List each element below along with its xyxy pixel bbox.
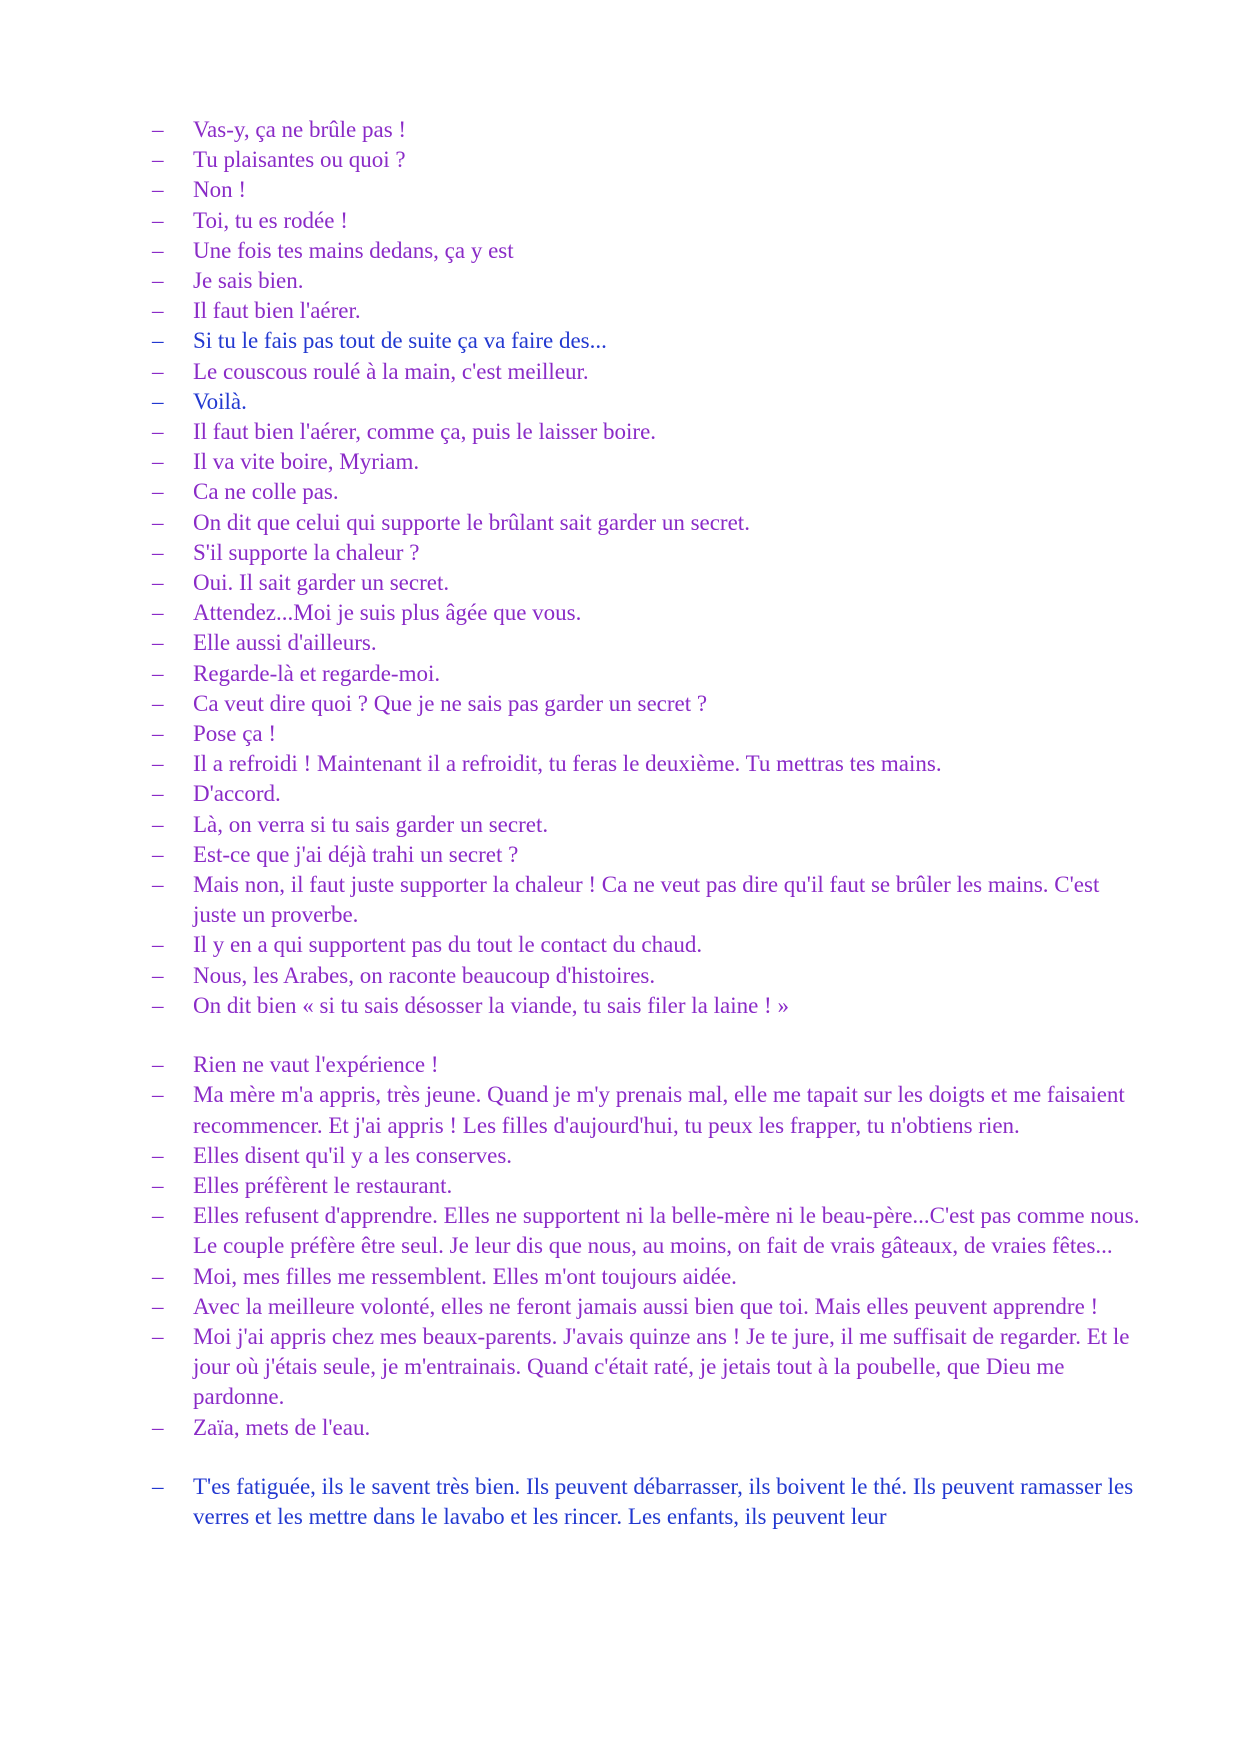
- dash-marker: –: [152, 237, 164, 263]
- dialogue-text: Il faut bien l'aérer, comme ça, puis le laisser boire.: [193, 419, 657, 445]
- dialogue-line: [152, 689, 1152, 719]
- dialogue-text: Elles disent qu'il y a les conserves.: [193, 1142, 513, 1168]
- dialogue-text: Nous, les Arabes, on raconte beaucoup d'histoires.: [193, 962, 656, 988]
- dialogue-transcript: [152, 115, 1152, 1532]
- dash-marker: –: [152, 1473, 164, 1499]
- dialogue-text: Ca veut dire quoi ? Que je ne sais pas garder un secret ?: [193, 690, 708, 716]
- dash-marker: –: [152, 721, 164, 747]
- dash-marker: –: [152, 992, 164, 1018]
- dialogue-line: [152, 659, 1152, 689]
- dialogue-text: Regarde-là et regarde-moi.: [193, 660, 441, 686]
- dash-marker: –: [152, 509, 164, 535]
- dash-marker: –: [152, 268, 164, 294]
- dash-marker: –: [152, 207, 164, 233]
- dialogue-line: [152, 447, 1152, 477]
- dash-marker: –: [152, 690, 164, 716]
- dialogue-line: [152, 779, 1152, 809]
- dash-marker: –: [152, 419, 164, 445]
- dialogue-group: [152, 115, 1152, 1021]
- dialogue-line: [152, 115, 1152, 145]
- dash-marker: –: [152, 811, 164, 837]
- dialogue-line: [152, 477, 1152, 507]
- dialogue-text: Ma mère m'a appris, très jeune. Quand je m'y prenais mal, elle me tapait sur les doigts et me faisaient recommencer. Et j'ai appris ! Les filles d'aujourd'hui, tu peux les frapper, tu n'obtiens rien.: [193, 1082, 1125, 1138]
- dialogue-text: Mais non, il faut juste supporter la chaleur ! Ca ne veut pas dire qu'il faut se brûler les mains. C'est juste un proverbe.: [193, 872, 1100, 928]
- dialogue-text: Elles préfèrent le restaurant.: [193, 1172, 453, 1198]
- dash-marker: –: [152, 570, 164, 596]
- dialogue-line: [152, 417, 1152, 447]
- dash-marker: –: [152, 1172, 164, 1198]
- dialogue-text: On dit bien « si tu sais désosser la viande, tu sais filer la laine ! »: [193, 992, 789, 1018]
- dialogue-line: [152, 1080, 1152, 1140]
- dash-marker: –: [152, 1263, 164, 1289]
- dash-marker: –: [152, 841, 164, 867]
- dash-marker: –: [152, 1203, 164, 1229]
- dialogue-text: Il faut bien l'aérer.: [193, 298, 361, 324]
- dash-marker: –: [152, 600, 164, 626]
- dialogue-text: Avec la meilleure volonté, elles ne feront jamais aussi bien que toi. Mais elles peuvent apprendre !: [193, 1293, 1099, 1319]
- dialogue-line: [152, 175, 1152, 205]
- dialogue-text: Ca ne colle pas.: [193, 479, 339, 505]
- dialogue-line: [152, 538, 1152, 568]
- dialogue-line: [152, 206, 1152, 236]
- dash-marker: –: [152, 1052, 164, 1078]
- dialogue-group: [152, 1472, 1152, 1532]
- dash-marker: –: [152, 449, 164, 475]
- dialogue-line: [152, 628, 1152, 658]
- dialogue-line: [152, 930, 1152, 960]
- dash-marker: –: [152, 358, 164, 384]
- dialogue-line: [152, 1201, 1152, 1261]
- dialogue-text: Toi, tu es rodée !: [193, 207, 348, 233]
- dash-marker: –: [152, 751, 164, 777]
- dash-marker: –: [152, 539, 164, 565]
- dialogue-line: [152, 1262, 1152, 1292]
- dialogue-text: Elle aussi d'ailleurs.: [193, 630, 377, 656]
- dash-marker: –: [152, 117, 164, 142]
- dialogue-text: D'accord.: [193, 781, 281, 807]
- dialogue-line: [152, 840, 1152, 870]
- dash-marker: –: [152, 962, 164, 988]
- dialogue-text: Elles refusent d'apprendre. Elles ne supportent ni la belle-mère ni le beau-père...C'est pas comme nous. Le couple préfère être seul. Je leur dis que nous, au moins, on fait de vrais gâteaux, de vraies fêtes...: [193, 1203, 1140, 1259]
- dialogue-text: Oui. Il sait garder un secret.: [193, 570, 450, 596]
- dialogue-text: Rien ne vaut l'expérience !: [193, 1052, 439, 1078]
- dialogue-line: [152, 719, 1152, 749]
- dialogue-line: [152, 1472, 1152, 1532]
- dialogue-line: [152, 236, 1152, 266]
- dialogue-text: Zaïa, mets de l'eau.: [193, 1414, 371, 1440]
- dash-marker: –: [152, 147, 164, 173]
- dialogue-line: [152, 1322, 1152, 1413]
- dialogue-line: [152, 870, 1152, 930]
- dialogue-line: [152, 1292, 1152, 1322]
- dialogue-line: [152, 749, 1152, 779]
- dialogue-text: Je sais bien.: [193, 268, 304, 294]
- dash-marker: –: [152, 388, 164, 414]
- dialogue-line: [152, 357, 1152, 387]
- dash-marker: –: [152, 1414, 164, 1440]
- dialogue-text: Le couscous roulé à la main, c'est meilleur.: [193, 358, 589, 384]
- dialogue-text: Attendez...Moi je suis plus âgée que vous.: [193, 600, 582, 626]
- dialogue-text: Tu plaisantes ou quoi ?: [193, 147, 406, 173]
- dialogue-text: Il a refroidi ! Maintenant il a refroidit, tu feras le deuxième. Tu mettras tes mains.: [193, 751, 942, 777]
- dialogue-line: [152, 387, 1152, 417]
- dialogue-line: [152, 1141, 1152, 1171]
- dialogue-text: S'il supporte la chaleur ?: [193, 539, 420, 565]
- dash-marker: –: [152, 932, 164, 958]
- dialogue-text: Il va vite boire, Myriam.: [193, 449, 420, 475]
- dialogue-text: Une fois tes mains dedans, ça y est: [193, 237, 514, 263]
- dialogue-line: [152, 598, 1152, 628]
- dash-marker: –: [152, 479, 164, 505]
- dash-marker: –: [152, 1082, 164, 1108]
- dialogue-line: [152, 1413, 1152, 1443]
- dialogue-line: [152, 145, 1152, 175]
- dialogue-text: Moi, mes filles me ressemblent. Elles m'ont toujours aidée.: [193, 1263, 737, 1289]
- dialogue-text: On dit que celui qui supporte le brûlant sait garder un secret.: [193, 509, 750, 535]
- dialogue-group: [152, 1050, 1152, 1443]
- dialogue-line: [152, 1171, 1152, 1201]
- dialogue-text: Là, on verra si tu sais garder un secret.: [193, 811, 549, 837]
- dialogue-line: [152, 326, 1152, 356]
- dash-marker: –: [152, 872, 164, 898]
- dash-marker: –: [152, 1142, 164, 1168]
- dialogue-text: Voilà.: [193, 388, 247, 414]
- dialogue-line: [152, 296, 1152, 326]
- dash-marker: –: [152, 1323, 164, 1349]
- dash-marker: –: [152, 781, 164, 807]
- dash-marker: –: [152, 1293, 164, 1319]
- dialogue-line: [152, 266, 1152, 296]
- dialogue-text: Vas-y, ça ne brûle pas !: [193, 117, 407, 142]
- dialogue-text: Est-ce que j'ai déjà trahi un secret ?: [193, 841, 519, 867]
- dialogue-text: T'es fatiguée, ils le savent très bien. Ils peuvent débarrasser, ils boivent le thé. Ils peuvent ramasser les verres et les mettre dans le lavabo et les rincer. Les enfants, ils peuvent leur: [193, 1473, 1134, 1529]
- dialogue-line: [152, 810, 1152, 840]
- dialogue-text: Moi j'ai appris chez mes beaux-parents. J'avais quinze ans ! Je te jure, il me suffisait de regarder. Et le jour où j'étais seule, je m'entrainais. Quand c'était raté, je jetais tout à la poubelle, que Dieu me pardonne.: [193, 1323, 1130, 1410]
- dash-marker: –: [152, 177, 164, 203]
- dialogue-line: [152, 1050, 1152, 1080]
- dash-marker: –: [152, 298, 164, 324]
- dialogue-line: [152, 961, 1152, 991]
- dialogue-text: Si tu le fais pas tout de suite ça va faire des...: [193, 328, 607, 354]
- dialogue-text: Non !: [193, 177, 247, 203]
- dialogue-line: [152, 568, 1152, 598]
- dialogue-line: [152, 508, 1152, 538]
- dialogue-text: Il y en a qui supportent pas du tout le contact du chaud.: [193, 932, 703, 958]
- dialogue-line: [152, 991, 1152, 1021]
- dialogue-text: Pose ça !: [193, 721, 277, 747]
- dash-marker: –: [152, 630, 164, 656]
- dash-marker: –: [152, 328, 164, 354]
- dash-marker: –: [152, 660, 164, 686]
